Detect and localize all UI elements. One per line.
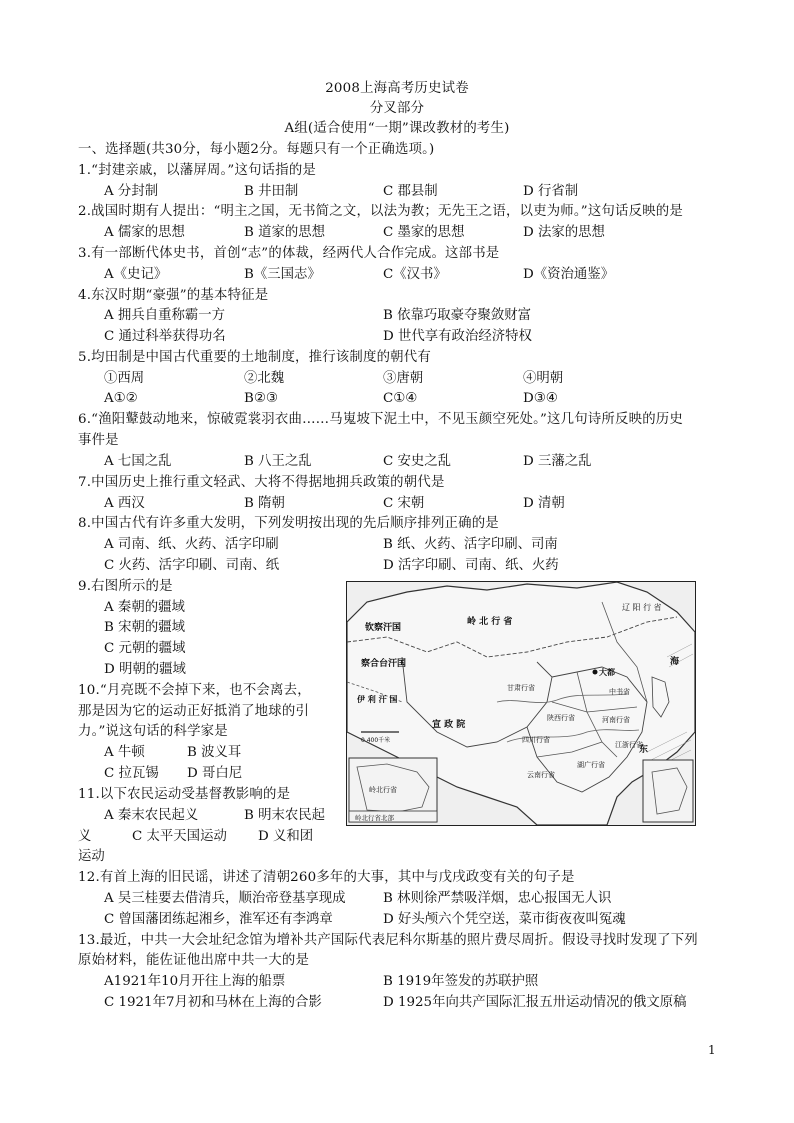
q10-option-b: B 波义耳	[187, 745, 242, 760]
q11-option-b: B 明末农民起	[244, 808, 326, 823]
question-7-stem: 7.中国历史上推行重文轻武、大将不得据地拥兵政策的朝代是	[78, 475, 445, 490]
q11-option-d: D 义和团	[258, 829, 314, 844]
q11-option-b-cont: 义	[78, 829, 92, 844]
q12-option-d: D 好头颅六个凭空送，菜市街夜夜叫冤魂	[383, 912, 626, 927]
map-label-east: 东	[639, 745, 649, 755]
map-inset-province: 岭北行省	[369, 786, 397, 794]
q2-option-a: A 儒家的思想	[104, 225, 185, 240]
q12-option-b: B 林则徐严禁吸洋烟，忠心报国无人识	[383, 891, 612, 906]
q3-option-d: D《资治通鉴》	[523, 267, 615, 282]
map-label-huguang: 湖广行省	[577, 761, 605, 769]
q5-item-2: ②北魏	[244, 371, 285, 386]
question-4-stem: 4.东汉时期“豪强”的基本特征是	[78, 288, 269, 303]
q4-option-b: B 依靠巧取豪夺聚敛财富	[383, 308, 532, 323]
map-scale: 0 400千米	[361, 737, 391, 744]
map-label-gansu: 甘肃行省	[507, 684, 535, 692]
question-10-stem: 10.“月亮既不会掉下来，也不会离去，	[78, 683, 311, 698]
q9-option-c: C 元朝的疆域	[104, 641, 186, 656]
map-inset-caption: 岭北行省北部	[355, 814, 394, 822]
q7-option-a: A 西汉	[104, 496, 145, 511]
q8-option-d: D 活字印刷、司南、纸、火药	[383, 558, 559, 573]
q1-option-c: C 郡县制	[383, 184, 438, 199]
q10-option-a: A 牛顿	[104, 745, 145, 760]
exam-group: A组(适合使用“一期”课改教材的考生)	[284, 121, 510, 136]
map-label-kipchak: 钦察汗国	[365, 623, 402, 633]
question-3-stem: 3.有一部断代体史书，首创“志”的体裁，经两代人合作完成。这部书是	[78, 246, 500, 261]
section-heading: 一、选择题(共30分，每小题2分。每题只有一个正确选项。)	[78, 142, 435, 157]
q7-option-d: D 清朝	[523, 496, 565, 511]
q5-option-d: D③④	[523, 391, 558, 406]
question-8-stem: 8.中国古代有许多重大发明，下列发明按出现的先后顺序排列正确的是	[78, 516, 499, 531]
question-5-stem: 5.均田制是中国古代重要的土地制度，推行该制度的朝代有	[78, 350, 431, 365]
map-label-yunnan: 云南行省	[527, 771, 555, 779]
question-13-stem-cont: 原始材料，能佐证他出席中共一大的是	[78, 953, 310, 968]
q6-option-a: A 七国之乱	[104, 454, 172, 469]
q13-option-a: A1921年10月开往上海的船票	[104, 974, 286, 989]
q5-item-1: ①西周	[104, 371, 145, 386]
question-13-stem: 13.最近，中共一大会址纪念馆为增补共产国际代表尼科尔斯基的照片费尽周折。假设寻找时发现了下列	[78, 933, 698, 948]
q3-option-a: A《史记》	[104, 267, 168, 282]
q7-option-c: C 宋朝	[383, 496, 425, 511]
map-graphic	[347, 582, 695, 825]
q2-option-d: D 法家的思想	[523, 225, 605, 240]
question-2-stem: 2.战国时期有人提出：“明主之国，无书简之文，以法为教；无先王之语，以吏为师。”这句话反映的是	[78, 204, 683, 219]
q1-option-d: D 行省制	[523, 184, 579, 199]
q9-option-a: A 秦朝的疆域	[104, 600, 185, 615]
q6-option-d: D 三藩之乱	[523, 454, 592, 469]
map-label-dadu: 大都	[599, 668, 615, 677]
q5-option-c: C①④	[383, 391, 418, 406]
map-label-ilkhanate: 伊 利 汗 国	[357, 695, 398, 704]
page-number: 1	[708, 1043, 716, 1057]
q12-option-c: C 曾国藩团练起湘乡，淮军还有李鸿章	[104, 912, 333, 927]
map-label-xuanzheng: 宣 政 院	[432, 720, 466, 730]
q6-option-b: B 八王之乱	[244, 454, 312, 469]
q8-option-c: C 火药、活字印刷、司南、纸	[104, 558, 280, 573]
q1-option-a: A 分封制	[104, 184, 159, 199]
question-10-stem-cont2: 力。”说这句话的科学家是	[78, 724, 228, 739]
map-label-jiangzhe: 江浙行省	[615, 741, 643, 749]
question-11-stem: 11.以下农民运动受基督教影响的是	[78, 787, 291, 802]
q13-option-d: D 1925年向共产国际汇报五卅运动情况的俄文原稿	[383, 995, 687, 1010]
q11-option-c: C 太平天国运动	[132, 829, 227, 844]
q5-item-3: ③唐朝	[383, 371, 424, 386]
map-label-henan: 河南行省	[602, 716, 630, 724]
q3-option-c: C《汉书》	[383, 267, 447, 282]
question-9-stem: 9.右图所示的是	[78, 579, 173, 594]
q4-option-a: A 拥兵自重称霸一方	[104, 308, 226, 323]
q13-option-b: B 1919年签发的苏联护照	[383, 974, 539, 989]
q9-option-d: D 明朝的疆域	[104, 662, 186, 677]
map-label-chagatai: 察合台汗国	[361, 659, 407, 669]
q8-option-a: A 司南、纸、火药、活字印刷	[104, 537, 279, 552]
q11-option-a: A 秦末农民起义	[104, 808, 199, 823]
q11-option-d-cont: 运动	[78, 849, 105, 864]
q12-option-a: A 吴三桂要去借清兵，顺治帝登基享现成	[104, 891, 346, 906]
map-label-sea: 海	[670, 657, 680, 667]
question-10-stem-cont: 那是因为它的运动正好抵消了地球的引	[78, 704, 310, 719]
question-6-stem: 6.“渔阳鼙鼓动地来，惊破霓裳羽衣曲……马嵬坡下泥土中，不见玉颜空死处。”这几句诗所反映的历史	[78, 412, 683, 427]
exam-subtitle: 分叉部分	[369, 101, 425, 116]
q1-option-b: B 井田制	[244, 184, 299, 199]
map-label-shaanxi: 陕西行省	[547, 714, 575, 722]
q5-item-4: ④明朝	[523, 371, 564, 386]
q13-option-c: C 1921年7月初和马林在上海的合影	[104, 995, 322, 1010]
map-label-liaoyang: 辽 阳 行 省	[622, 603, 662, 612]
q4-option-c: C 通过科举获得功名	[104, 329, 226, 344]
map-label-zhongshu: 中书省	[609, 688, 630, 696]
q10-option-c: C 拉瓦锡	[104, 766, 159, 781]
exam-title: 2008上海高考历史试卷	[325, 81, 469, 96]
question-6-stem-cont: 事件是	[78, 433, 119, 448]
yuan-dynasty-map	[346, 581, 696, 826]
q2-option-b: B 道家的思想	[244, 225, 326, 240]
question-12-stem: 12.有首上海的旧民谣，讲述了清朝260多年的大事，其中与戊戌政变有关的句子是	[78, 870, 575, 885]
q7-option-b: B 隋朝	[244, 496, 285, 511]
q8-option-b: B 纸、火药、活字印刷、司南	[383, 537, 558, 552]
q2-option-c: C 墨家的思想	[383, 225, 465, 240]
q10-option-d: D 哥白尼	[187, 766, 243, 781]
q5-option-a: A①②	[104, 391, 138, 406]
question-1-stem: 1.“封建亲戚，以藩屏周。”这句话指的是	[78, 163, 317, 178]
q9-option-b: B 宋朝的疆域	[104, 620, 186, 635]
q5-option-b: B②③	[244, 391, 278, 406]
map-label-lingbei: 岭 北 行 省	[467, 617, 513, 627]
q4-option-d: D 世代享有政治经济特权	[383, 329, 532, 344]
q6-option-c: C 安史之乱	[383, 454, 452, 469]
map-label-sichuan: 四川行省	[522, 736, 550, 744]
q3-option-b: B《三国志》	[244, 267, 321, 282]
